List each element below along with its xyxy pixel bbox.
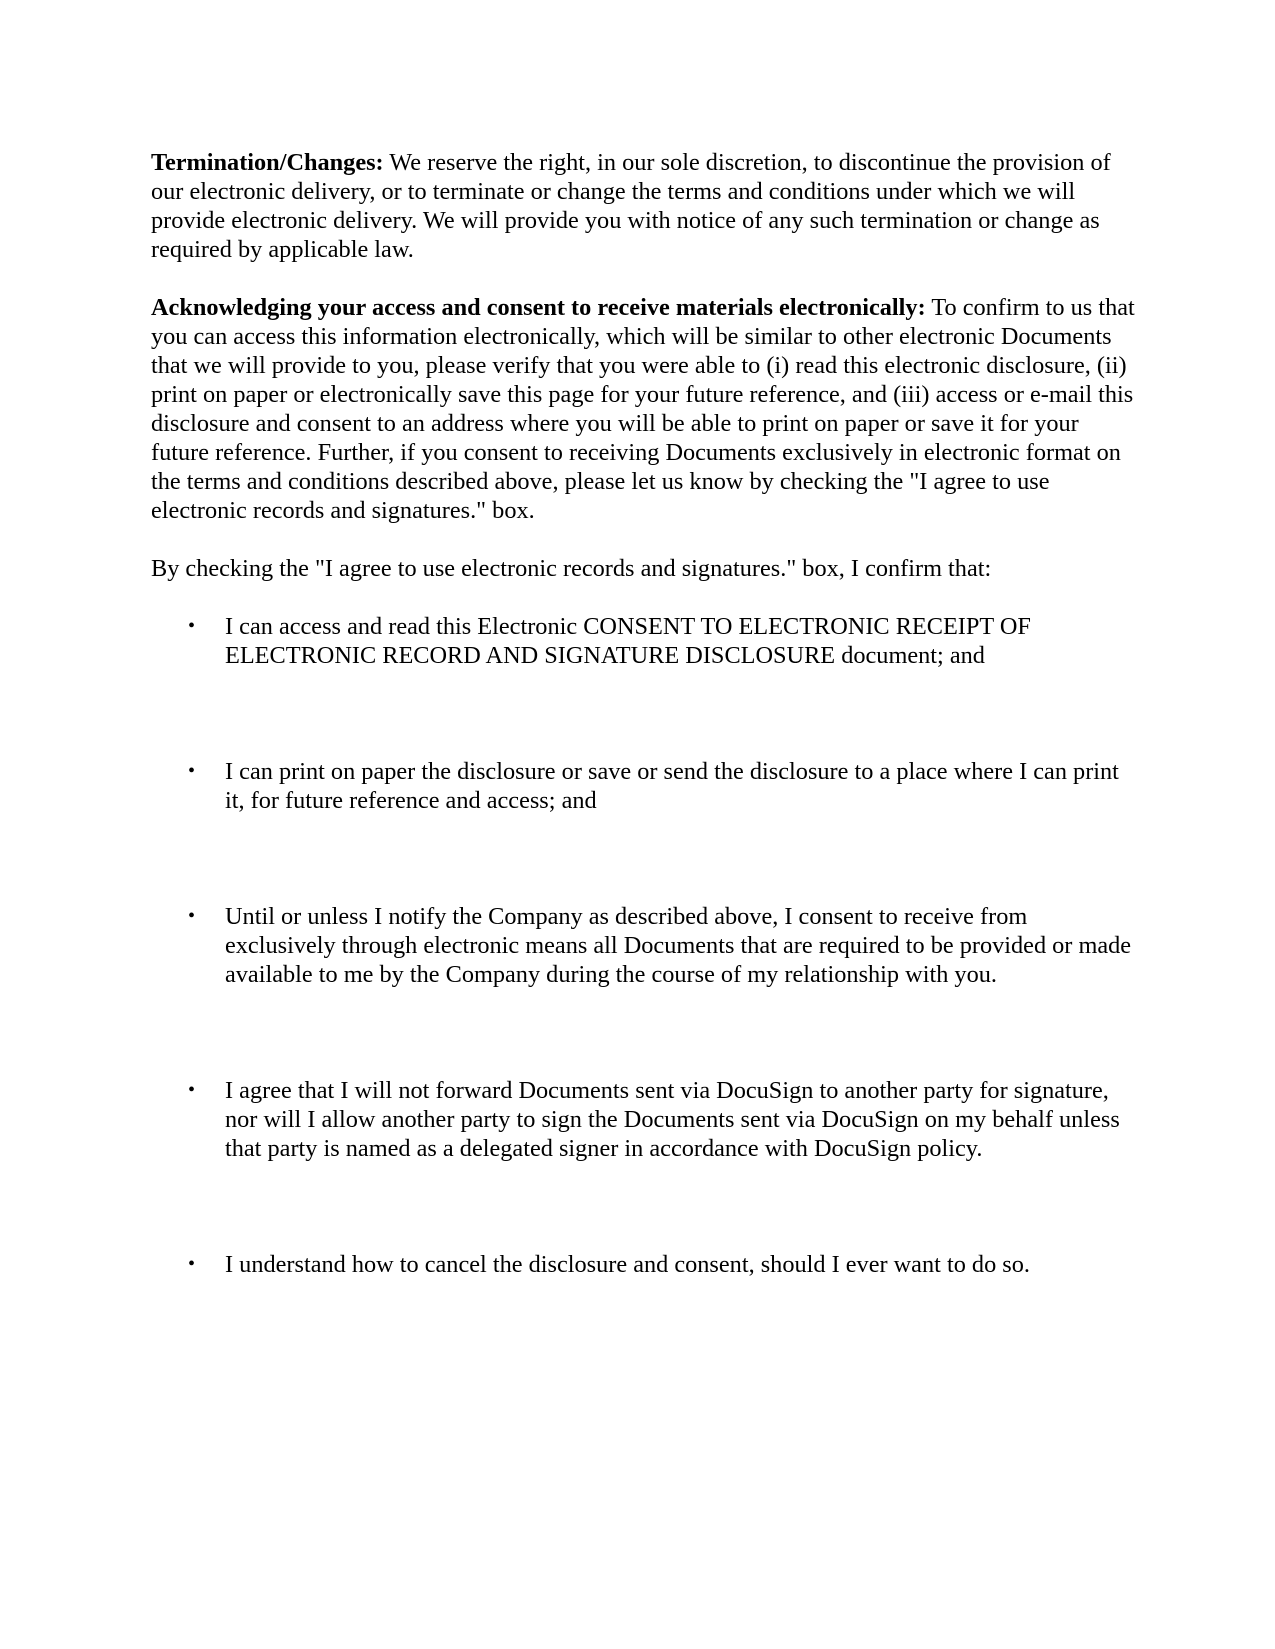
list-item-text: Until or unless I notify the Company as described above, I consent to receive from exclusively through electronic means all Documents that are required to be provided or made available to me by the Company during the course of my relationship with you. — [225, 903, 1132, 988]
bullet-icon: • — [188, 615, 196, 637]
list-item — [151, 902, 1141, 989]
document-content — [151, 148, 1141, 1279]
acknowledging-body: To confirm to us that you can access this information electronically, which will be similar to other electronic Documents that we will provide to you, please verify that you were able to (i) read this electronic disclosure, (ii) print on paper or electronically save this page for your future reference, and (iii) access or e-mail this disclosure and consent to an address where you will be able to print on paper or save it for your future reference. Further, if you consent to receiving Documents exclusively in electronic format on the terms and conditions described above, please let us know by checking the "I agree to use electronic records and signatures." box. — [151, 294, 1135, 524]
list-item — [151, 1250, 1141, 1279]
confirmation-list — [151, 612, 1141, 1279]
acknowledging-heading: Acknowledging your access and consent to receive materials electronically: — [151, 294, 926, 321]
list-item — [151, 612, 1141, 670]
list-item-text: I can print on paper the disclosure or save or send the disclosure to a place where I can print it, for future reference and access; and — [225, 758, 1119, 814]
list-item-text: I can access and read this Electronic CONSENT TO ELECTRONIC RECEIPT OF ELECTRONIC RECORD AND SIGNATURE DISCLOSURE document; and — [225, 613, 1031, 669]
termination-heading: Termination/Changes: — [151, 149, 384, 176]
list-item-text: I agree that I will not forward Documents sent via DocuSign to another party for signature, nor will I allow another party to sign the Documents sent via DocuSign on my behalf unless that party is named as a delegated signer in accordance with DocuSign policy. — [225, 1077, 1120, 1162]
bullet-icon: • — [188, 905, 196, 927]
bullet-icon: • — [188, 760, 196, 782]
confirm-intro: By checking the "I agree to use electronic records and signatures." box, I confirm that: — [151, 555, 992, 582]
bullet-icon: • — [188, 1079, 196, 1101]
termination-body: We reserve the right, in our sole discretion, to discontinue the provision of our electronic delivery, or to terminate or change the terms and conditions under which we will provide electronic delivery. We will provide you with notice of any such termination or change as required by applicable law. — [151, 149, 1111, 263]
acknowledging-paragraph — [151, 293, 1141, 525]
list-item-text: I understand how to cancel the disclosure and consent, should I ever want to do so. — [225, 1251, 1030, 1278]
list-item — [151, 1076, 1141, 1163]
list-item — [151, 757, 1141, 815]
bullet-icon: • — [188, 1253, 196, 1275]
termination-paragraph — [151, 148, 1141, 264]
